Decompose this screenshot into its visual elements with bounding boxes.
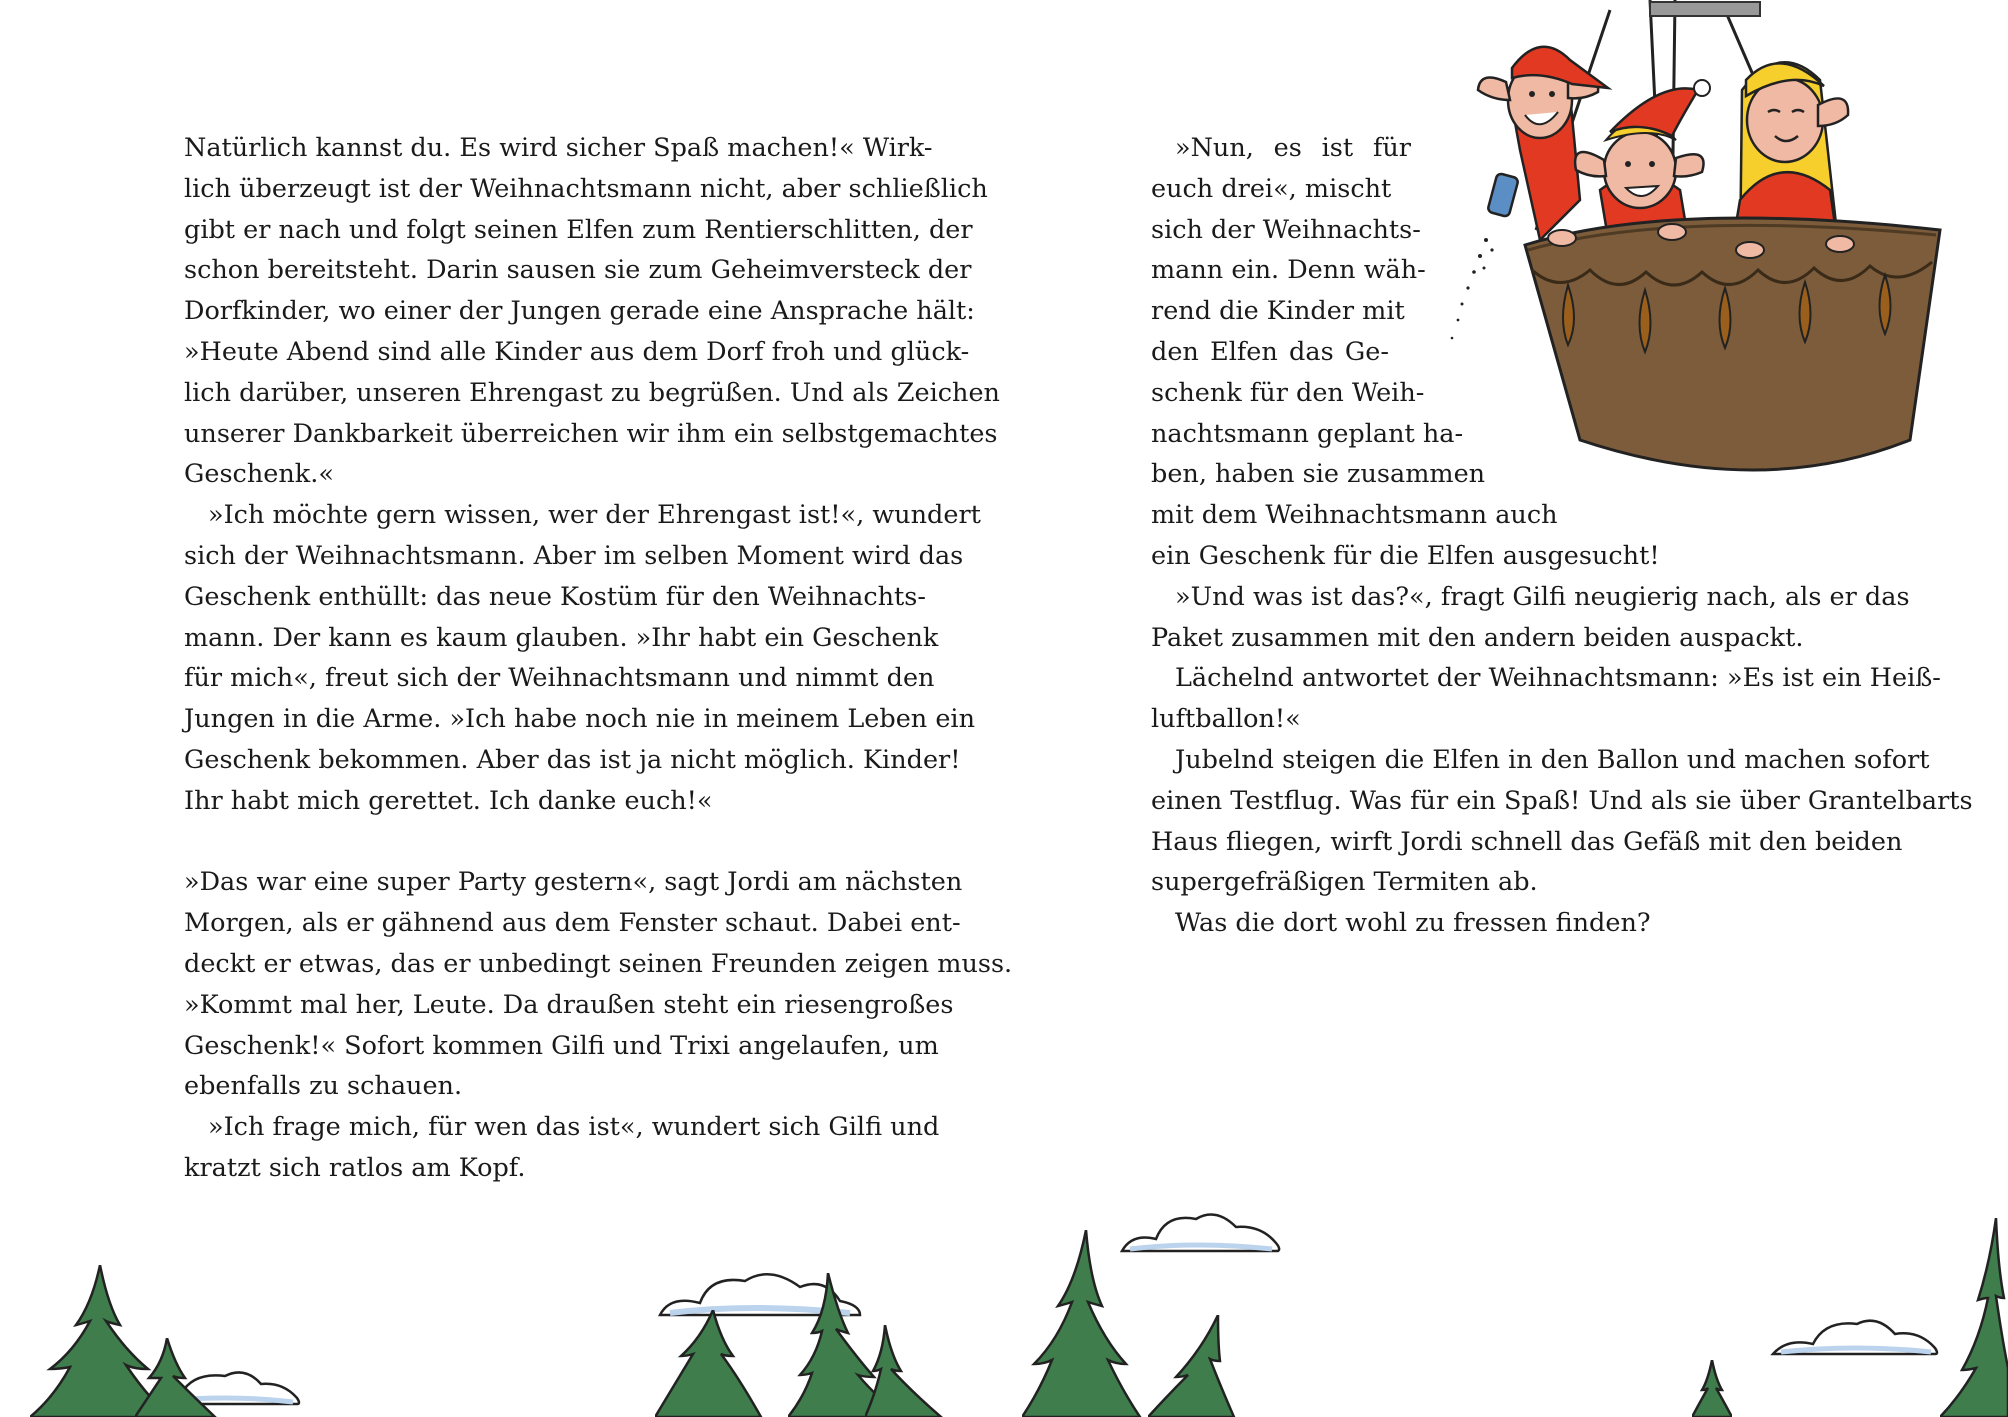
- text-line: den Elfen das Ge-: [1151, 336, 1389, 367]
- text-line: mann ein. Denn wäh-: [1151, 255, 1426, 286]
- text-line: Ihr habt mich gerettet. Ich danke euch!«: [184, 785, 713, 816]
- text-line: Was die dort wohl zu fressen finden?: [1175, 908, 1651, 939]
- cloud-icon: [650, 1265, 870, 1325]
- text-line: luftballon!«: [1151, 704, 1301, 735]
- text-line: Haus fliegen, wirft Jordi schnell das Gefäß mit den beiden: [1151, 826, 1903, 857]
- tree-icon: [1148, 1315, 1248, 1417]
- tree-icon: [788, 1273, 908, 1417]
- text-line: supergefräßigen Termiten ab.: [1151, 867, 1538, 898]
- tree-icon: [30, 1265, 180, 1417]
- text-line: deckt er etwas, das er unbedingt seinen Freunden zeigen muss.: [184, 948, 1013, 979]
- text-line: »Kommt mal her, Leute. Da draußen steht ein riesengroßes: [184, 989, 954, 1020]
- text-line: schon bereitsteht. Darin sausen sie zum Geheimversteck der: [184, 255, 972, 286]
- text-line: kratzt sich ratlos am Kopf.: [184, 1152, 526, 1183]
- cloud-icon: [137, 1360, 307, 1410]
- text-line: ben, haben sie zusammen: [1151, 459, 1486, 490]
- section-break: [184, 822, 856, 863]
- text-line: sich der Weihnachts-: [1151, 214, 1421, 245]
- text-line: »Heute Abend sind alle Kinder aus dem Dorf froh und glück-: [184, 336, 970, 367]
- text-line: lich überzeugt ist der Weihnachtsmann nicht, aber schließlich: [184, 173, 988, 204]
- cloud-icon: [1767, 1310, 1947, 1360]
- text-line: unserer Dankbarkeit überreichen wir ihm ein selbstgemachtes: [184, 418, 998, 449]
- text-line: »Das war eine super Party gestern«, sagt Jordi am nächsten: [184, 867, 963, 898]
- tree-icon: [1692, 1360, 1732, 1417]
- text-line: gibt er nach und folgt seinen Elfen zum Rentierschlitten, der: [184, 214, 973, 245]
- text-line: Geschenk bekommen. Aber das ist ja nicht möglich. Kinder!: [184, 744, 961, 775]
- text-line: mann. Der kann es kaum glauben. »Ihr habt ein Geschenk: [184, 622, 939, 653]
- tree-icon: [865, 1325, 945, 1417]
- text-line: schenk für den Weih-: [1151, 377, 1425, 408]
- tree-icon: [655, 1310, 765, 1417]
- text-line: »Ich möchte gern wissen, wer der Ehrengast ist!«, wundert: [208, 500, 981, 531]
- text-line: »Ich frage mich, für wen das ist«, wundert sich Gilfi und: [208, 1112, 940, 1143]
- text-line: Morgen, als er gähnend aus dem Fenster schaut. Dabei ent-: [184, 908, 961, 939]
- text-line: mit dem Weihnachtsmann auch: [1151, 500, 1558, 531]
- right-page-text: [1151, 128, 1973, 944]
- tree-icon: [1940, 1218, 2008, 1417]
- text-line: Jungen in die Arme. »Ich habe noch nie in meinem Leben ein: [184, 704, 975, 735]
- tree-icon: [1022, 1230, 1142, 1417]
- text-line: Natürlich kannst du. Es wird sicher Spaß machen!« Wirk-: [184, 133, 933, 163]
- text-line: euch drei«, mischt: [1151, 173, 1392, 204]
- text-line: »Und was ist das?«, fragt Gilfi neugierig nach, als er das: [1175, 581, 1910, 612]
- text-line: nachtsmann geplant ha-: [1151, 418, 1464, 449]
- text-line: Jubelnd steigen die Elfen in den Ballon und machen sofort: [1175, 744, 1930, 775]
- text-line: sich der Weihnachtsmann. Aber im selben Moment wird das: [184, 540, 964, 571]
- left-page-text: [184, 128, 1013, 1189]
- text-line: ebenfalls zu schauen.: [184, 1071, 463, 1102]
- text-line: einen Testflug. Was für ein Spaß! Und als sie über Grantelbarts: [1151, 785, 1973, 816]
- text-line: rend die Kinder mit: [1151, 296, 1405, 327]
- tree-icon: [135, 1338, 225, 1417]
- text-line: Paket zusammen mit den andern beiden auspackt.: [1151, 622, 1804, 653]
- text-line: Geschenk.«: [184, 459, 334, 490]
- text-line: Geschenk enthüllt: das neue Kostüm für den Weihnachts-: [184, 581, 926, 612]
- text-line: Lächelnd antwortet der Weihnachtsmann: »Es ist ein Heiß-: [1175, 663, 1941, 694]
- text-line: für mich«, freut sich der Weihnachtsmann und nimmt den: [184, 663, 935, 694]
- cloud-icon: [1116, 1207, 1286, 1257]
- text-line: Dorfkinder, wo einer der Jungen gerade eine Ansprache hält:: [184, 296, 975, 327]
- text-line: »Nun, es ist für: [1175, 133, 1411, 163]
- text-line: Geschenk!« Sofort kommen Gilfi und Trixi angelaufen, um: [184, 1030, 939, 1061]
- text-line: lich darüber, unseren Ehrengast zu begrüßen. Und als Zeichen: [184, 377, 1000, 408]
- text-line: ein Geschenk für die Elfen ausgesucht!: [1151, 540, 1660, 571]
